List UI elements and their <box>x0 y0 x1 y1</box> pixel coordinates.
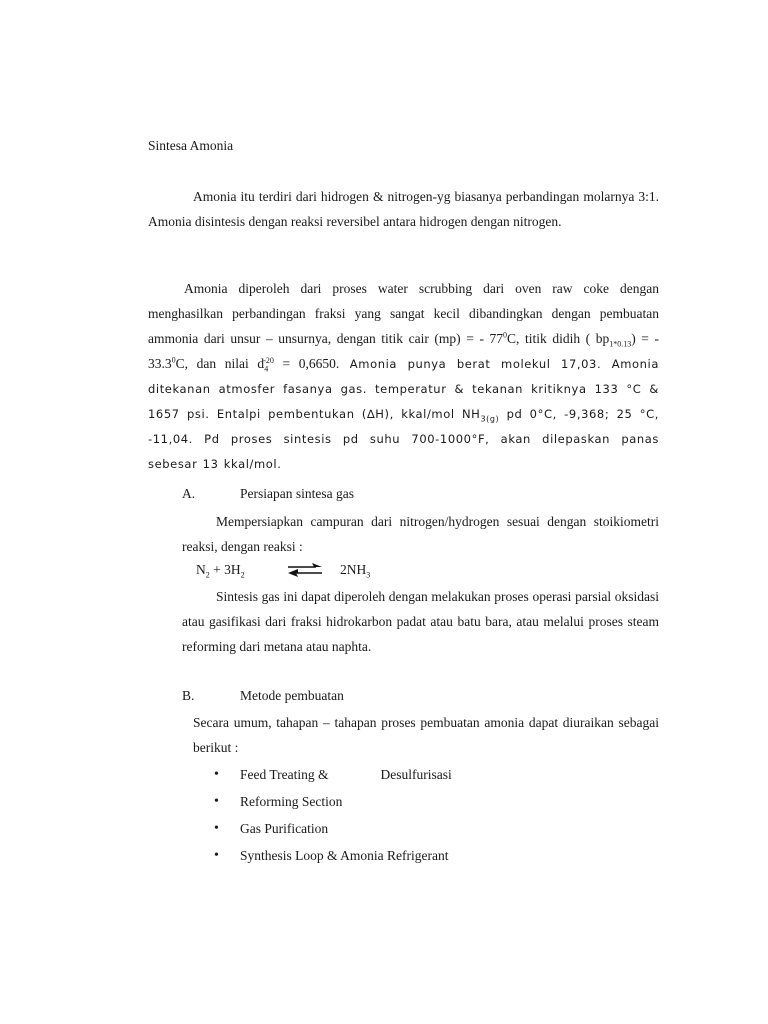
mp-superscript: 0 <box>503 330 508 340</box>
list-item <box>214 788 452 815</box>
process-steps-list <box>214 761 452 869</box>
list-item-text-extra: Desulfurisasi <box>380 767 452 782</box>
section-a-paragraph-2-text: Sintesis gas ini dapat diperoleh dengan melakukan proses operasi parsial oksidasi atau gasifikasi dari fraksi hidrokarbon padat atau batu bara, atau melalui proses steam reforming dari metana atau naphta. <box>182 589 659 654</box>
equilibrium-arrows-icon <box>286 562 324 578</box>
bullet-dot-icon: • <box>214 767 219 782</box>
list-item-text: Feed Treating & <box>240 767 329 782</box>
list-item-text: Reforming Section <box>240 794 343 809</box>
section-b-intro: Secara umum, tahapan – tahapan proses pembuatan amonia dapat diuraikan sebagai berikut : <box>193 715 659 755</box>
list-item <box>214 761 452 788</box>
section-a-paragraph-2 <box>182 584 659 659</box>
section-b-heading <box>182 688 344 704</box>
density-subscript: 4 <box>264 364 269 374</box>
list-item-text: Gas Purification <box>240 821 329 836</box>
list-item <box>214 815 452 842</box>
bp-subscript: 1*0.13 <box>609 339 632 349</box>
properties-text-3: ) = - 33.3 <box>148 331 659 371</box>
properties-text-4: C, dan nilai d <box>175 356 265 371</box>
list-item <box>214 842 452 869</box>
properties-text-2: C, titik didih ( bp <box>507 331 610 346</box>
bullet-dot-icon: • <box>214 794 219 809</box>
document-title: Sintesa Amonia <box>148 138 234 153</box>
section-a-title: Persiapan sintesa gas <box>240 486 354 501</box>
list-item-text: Synthesis Loop & Amonia Refrigerant <box>240 848 449 863</box>
paragraph-intro-text: Amonia itu terdiri dari hidrogen & nitrogen-yg biasanya perbandingan molarnya 3:1. Amonia disintesis dengan reaksi reversibel antara hidrogen dengan nitrogen. <box>148 189 659 229</box>
bullet-dot-icon: • <box>214 821 219 836</box>
properties-sans-text-1: Amonia punya berat molekul 17,03. Amonia ditekanan atmosfer fasanya gas. temperatur & tekanan kritiknya 133 °C & 1657 psi. Entalpi pembentukan (∆H), kkal/mol NH <box>148 357 659 421</box>
section-a-heading <box>182 486 354 502</box>
reaction-equation <box>196 562 370 578</box>
section-b-letter: B. <box>182 688 195 703</box>
properties-sans-text-2: pd 0°C, -9,368; 25 °C, -11,04. Pd proses sintesis pd suhu 700-1000°F, akan dilepaskan panas sebesar 13 kkal/mol. <box>148 407 659 471</box>
section-a-letter: A. <box>182 486 196 501</box>
section-b-title: Metode pembuatan <box>240 688 344 703</box>
bp-superscript: 0 <box>171 355 176 365</box>
paragraph-intro <box>148 184 659 234</box>
section-a-paragraph-1-text: Mempersiapkan campuran dari nitrogen/hydrogen sesuai dengan stoikiometri reaksi, dengan reaksi : <box>182 514 659 554</box>
properties-text-5: = 0,6650. <box>273 356 340 371</box>
properties-text-1: Amonia diperoleh dari proses water scrubbing dari oven raw coke dengan menghasilkan perbandingan fraksi yang sangat kecil dibandingkan dengan pembuatan ammonia dari unsur – unsurnya, dengan titik cair (mp) = - 77 <box>148 281 659 346</box>
paragraph-properties <box>148 276 659 476</box>
bullet-dot-icon: • <box>214 848 219 863</box>
density-superscript: -20 <box>263 355 274 365</box>
reaction-product: $2NH_3$ <box>340 562 371 580</box>
reaction-reactants: $N_2 + 3H_2$ <box>196 562 245 580</box>
nh3-subscript: 3(g) <box>480 414 500 424</box>
section-a-paragraph-1 <box>182 509 659 559</box>
